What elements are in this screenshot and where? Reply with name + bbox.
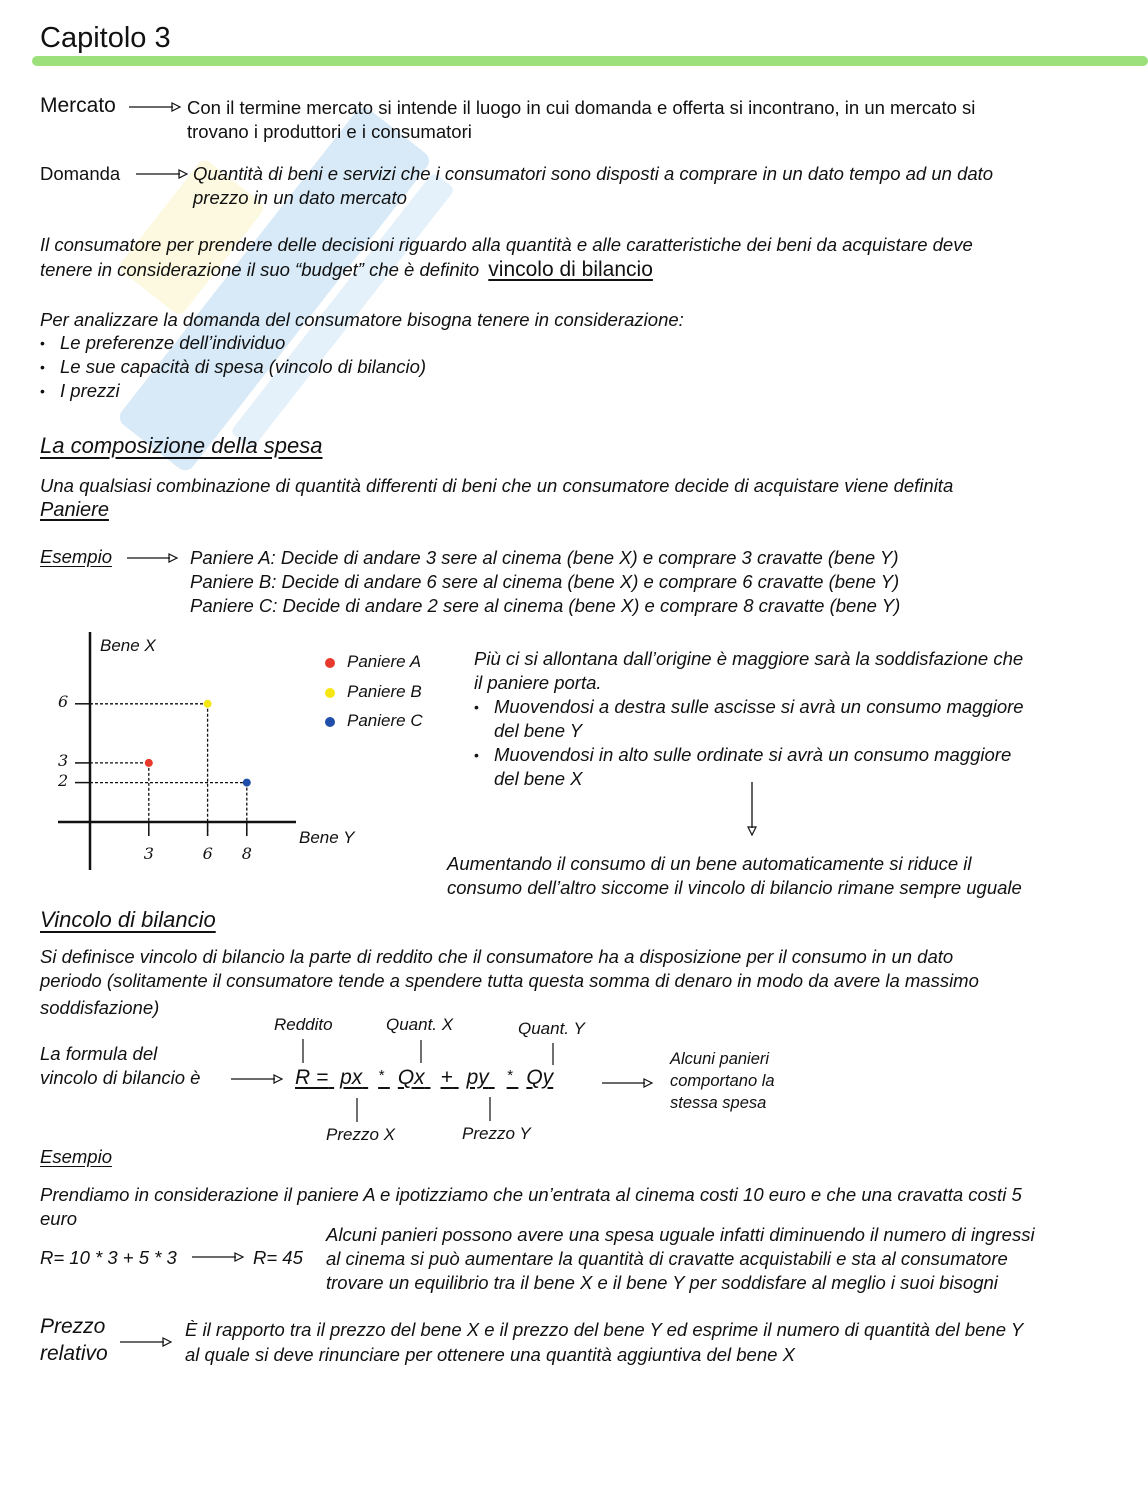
notes-result-line2: consumo dell’altro siccome il vincolo di bilancio rimane sempre uguale [447, 877, 1022, 898]
formula-prezzoy-label: Prezzo Y [462, 1124, 531, 1143]
esempio2-calc: R= 10 * 3 + 5 * 3 [40, 1247, 177, 1268]
arrow-right-icon [0, 0, 300, 150]
formula-R: R = [295, 1066, 329, 1089]
mercato-term: Mercato [40, 94, 116, 117]
legend-label: Paniere B [347, 681, 422, 701]
chart-ylabel: Bene X [100, 636, 156, 655]
domanda-term: Domanda [40, 163, 121, 184]
legend-marker [325, 658, 335, 668]
list-item: • Muovendosi a destra sulle ascisse si avrà un consumo maggiore [494, 695, 1024, 719]
x-tick-label: 6 [202, 844, 213, 863]
esempio1-label: Esempio [40, 546, 112, 567]
formula-quantx-label: Quant. X [386, 1015, 454, 1034]
y-tick-label: 6 [58, 691, 69, 711]
esempio2-line2: euro [40, 1208, 78, 1229]
paniere-term: Paniere [40, 499, 109, 521]
x-tick-label: 8 [241, 844, 252, 863]
data-point-paniere-b [204, 700, 212, 708]
budget-line2: tenere in considerazione il suo “budget” che è definito [40, 259, 480, 280]
formula-note-line2: comportano la [670, 1072, 775, 1090]
analysis-intro: Per analizzare la domanda del consumatore bisogna tenere in considerazione: [40, 309, 684, 330]
paniere-a-line: Paniere A: Decide di andare 3 sere al cinema (bene X) e comprare 3 cravatte (bene Y) [190, 547, 899, 568]
formula-note-line1: Alcuni panieri [670, 1050, 770, 1068]
list-item: • Le preferenze dell’individuo [60, 331, 285, 355]
x-tick-label: 3 [143, 844, 154, 863]
notes-result-line1: Aumentando il consumo di un bene automaticamente si riduce il [447, 853, 972, 874]
list-item: • Muovendosi in alto sulle ordinate si avrà un consumo maggiore [494, 743, 1011, 767]
composizione-heading: La composizione della spesa [40, 433, 323, 458]
y-tick-label: 3 [58, 750, 69, 770]
vincolo-line1: Si definisce vincolo di bilancio la parte di reddito che il consumatore ha a disposizione per il consumo in un dato [40, 946, 954, 967]
formula-py: py [466, 1066, 489, 1089]
budget-term: vincolo di bilancio [488, 258, 653, 281]
formula-reddito-label: Reddito [274, 1015, 333, 1034]
legend-label: Paniere A [347, 652, 422, 671]
formula-Qy: Qy [526, 1066, 554, 1089]
page-title: Capitolo 3 [40, 22, 171, 54]
formula-star: * [378, 1067, 384, 1084]
mercato-definition-line2: trovano i produttori e i consumatori [187, 121, 472, 142]
formula-label-line2: vincolo di bilancio è [40, 1067, 201, 1088]
list-item-continuation: del bene Y [494, 720, 583, 741]
list-item-continuation: del bene X [494, 768, 583, 789]
vincolo-heading: Vincolo di bilancio [40, 907, 216, 932]
esempio2-label: Esempio [40, 1146, 112, 1167]
budget-formula [295, 1066, 553, 1090]
paniere-b-line: Paniere B: Decide di andare 6 sere al cinema (bene X) e comprare 6 cravatte (bene Y) [190, 571, 900, 592]
chart-xlabel: Bene Y [299, 828, 355, 847]
formula-plus: + [440, 1066, 453, 1089]
legend-marker [325, 688, 335, 698]
esempio2-note-line2: al cinema si può aumentare la quantità di cravatte acquistabili e sta al consumatore [326, 1248, 1008, 1269]
formula-px: px [340, 1066, 363, 1089]
vincolo-line2: periodo (solitamente il consumatore tende a spendere tutta questa somma di denaro in modo da avere la massimo [40, 970, 979, 991]
legend-label: Paniere C [347, 711, 423, 730]
domanda-definition-line2: prezzo in un dato mercato [193, 187, 407, 208]
esempio2-note-line1: Alcuni panieri possono avere una spesa uguale infatti diminuendo il numero di ingressi [326, 1224, 1035, 1245]
esempio2-note-line3: trovare un equilibrio tra il bene X e il bene Y per soddisfare al meglio i suoi bisogni [326, 1272, 998, 1293]
paniere-c-line: Paniere C: Decide di andare 2 sere al cinema (bene X) e comprare 8 cravatte (bene Y) [190, 595, 901, 616]
list-item: • Le sue capacità di spesa (vincolo di bilancio) [60, 355, 426, 379]
composizione-line1: Una qualsiasi combinazione di quantità differenti di beni che un consumatore decide di acquistare viene definita [40, 475, 954, 496]
formula-label-line1: La formula del [40, 1043, 158, 1064]
esempio2-result: R= 45 [253, 1247, 303, 1268]
notes-line1: Più ci si allontana dall’origine è maggiore sarà la soddisfazione che [474, 648, 1024, 669]
formula-note-line3: stessa spesa [670, 1094, 767, 1112]
data-point-paniere-c [243, 779, 251, 787]
y-tick-label: 2 [58, 770, 69, 790]
prezzo-relativo-term-line1: Prezzo [40, 1315, 106, 1338]
list-item: • I prezzi [60, 379, 120, 403]
budget-line1: Il consumatore per prendere delle decisioni riguardo alla quantità e alle caratteristiche dei beni da acquistare deve [40, 234, 973, 255]
prezzo-relativo-term-line2: relativo [40, 1342, 108, 1365]
esempio2-line1: Prendiamo in considerazione il paniere A e ipotizziamo che un’entrata al cinema costi 10 euro e che una cravatta costi 5 [40, 1184, 1022, 1205]
formula-prezzox-label: Prezzo X [326, 1125, 395, 1144]
domanda-definition-line1: Quantità di beni e servizi che i consumatori sono disposti a comprare in un dato tempo ad un dato [193, 163, 994, 184]
data-point-paniere-a [145, 759, 153, 767]
notes-line2: il paniere porta. [474, 672, 602, 693]
legend-marker [325, 717, 335, 727]
formula-quanty-label: Quant. Y [518, 1019, 585, 1038]
mercato-definition-line1: Con il termine mercato si intende il luogo in cui domanda e offerta si incontrano, in un mercato si [187, 97, 976, 118]
formula-star: * [506, 1067, 513, 1084]
formula-Qx: Qx [397, 1066, 425, 1089]
prezzo-relativo-def-line2: al quale si deve rinunciare per ottenere una quantità aggiuntiva del bene X [185, 1344, 795, 1365]
prezzo-relativo-def-line1: È il rapporto tra il prezzo del bene X e il prezzo del bene Y ed esprime il numero di quantità del bene Y [185, 1319, 1024, 1340]
vincolo-line3: soddisfazione) [40, 997, 160, 1018]
